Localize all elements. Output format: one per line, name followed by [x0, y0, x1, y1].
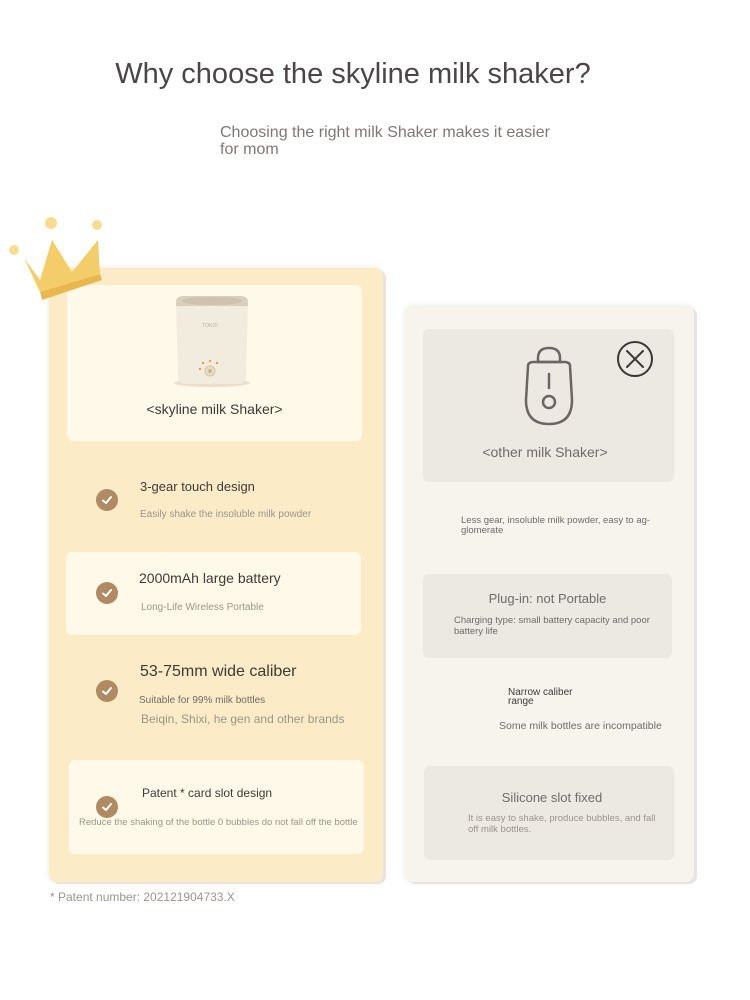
other-item-silicone-desc: It is easy to shake, produce bubbles, and fall off milk bottles. — [468, 813, 656, 835]
feature-desc2-caliber: Beiqin, Shixi, he gen and other brands — [141, 712, 345, 726]
feature-desc-patent: Reduce the shaking of the bottle 0 bubbles do not fall off the bottle — [79, 817, 358, 828]
other-item-plugin-title: Plug-in: not Portable — [488, 591, 607, 606]
feature-title-caliber: 53-75mm wide caliber — [140, 663, 297, 680]
other-product-label: <other milk Shaker> — [482, 444, 608, 460]
other-item-caliber-title: Narrow caliber range — [508, 687, 573, 707]
other-item-gear-desc: Less gear, insoluble milk powder, easy to ag-glomerate — [461, 515, 651, 536]
page-title: Why choose the skyline milk shaker? — [115, 58, 591, 90]
check-icon — [96, 680, 118, 702]
other-item-plugin-desc: Charging type: small battery capacity and poor battery life — [454, 615, 650, 637]
patent-number-note: * Patent number: 202121904733.X — [50, 890, 235, 904]
feature-desc-gear: Easily shake the insoluble milk powder — [140, 509, 312, 520]
feature-desc-caliber: Suitable for 99% milk bottles — [139, 695, 266, 706]
product-brand-text: TOKOI — [202, 323, 218, 329]
close-icon — [616, 340, 654, 378]
feature-title-battery: 2000mAh large battery — [139, 570, 281, 586]
feature-title-gear: 3-gear touch design — [140, 479, 255, 494]
crown-icon — [6, 214, 108, 304]
feature-title-patent: Patent * card slot design — [142, 786, 273, 800]
page-subtitle: Choosing the right milk Shaker makes it easier for mom — [220, 124, 550, 158]
other-item-silicone-title: Silicone slot fixed — [501, 790, 603, 805]
other-milk-shaker-image — [520, 344, 578, 430]
feature-desc-battery: Long-Life Wireless Portable — [141, 602, 264, 613]
check-icon — [96, 489, 118, 511]
skyline-milk-shaker-image — [170, 292, 254, 388]
other-item-caliber-desc: Some milk bottles are incompatible — [499, 720, 662, 732]
skyline-product-label: <skyline milk Shaker> — [146, 401, 283, 417]
check-icon — [96, 582, 118, 604]
check-icon — [96, 796, 118, 818]
